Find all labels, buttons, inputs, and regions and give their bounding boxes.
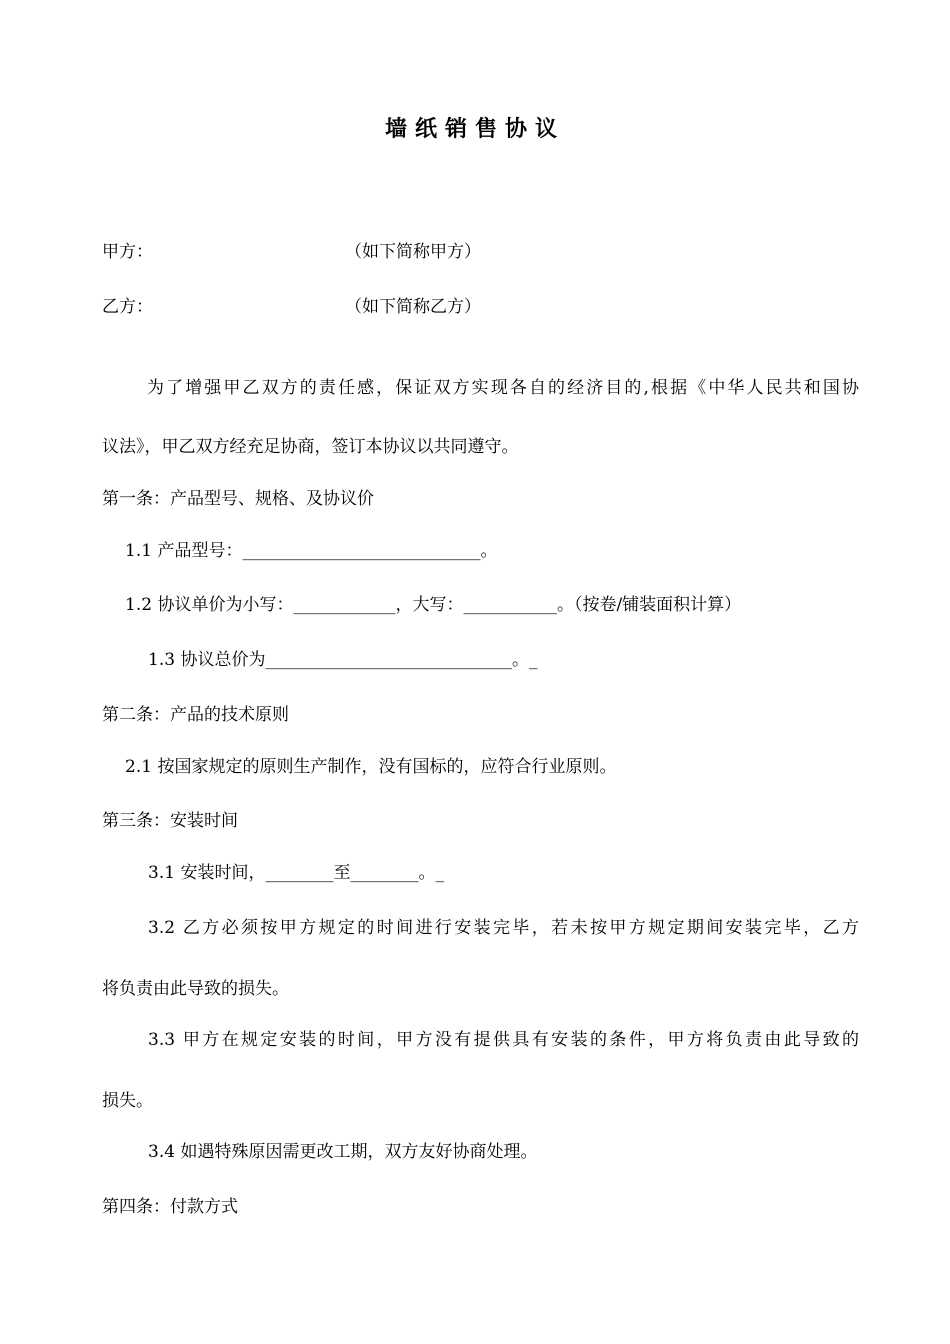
item-1-2-end: 。（按卷/铺装面积计算） xyxy=(556,595,742,615)
article-4-heading: 第四条：付款方式 xyxy=(102,1197,238,1217)
item-3-4: 3.4 如遇特殊原因需更改工期，双方友好协商处理。 xyxy=(148,1142,538,1162)
item-2-1: 2.1 按国家规定的原则生产制作，没有国标的，应符合行业原则。 xyxy=(125,757,617,777)
document-title: 墙纸销售协议 xyxy=(384,117,565,142)
party-a-label: 甲方： xyxy=(102,242,153,262)
item-1-2-mid: ，大写： xyxy=(395,595,464,615)
article-2-heading: 第二条：产品的技术原则 xyxy=(102,705,289,725)
article-1-heading: 第一条：产品型号、规格、及协议价 xyxy=(102,489,374,509)
preamble-line-2: 议法》，甲乙双方经充足协商，签订本协议以共同遵守。 xyxy=(102,437,519,457)
party-b-note: （如下简称乙方） xyxy=(345,297,481,317)
item-3-3-line-1: 3.3 甲方在规定安装的时间，甲方没有提供具有安装的条件，甲方将负责由此导致的 xyxy=(148,1030,859,1050)
install-end-blank: ________。_ xyxy=(350,863,444,883)
item-1-3-label: 1.3 协议总价为 xyxy=(148,650,266,670)
preamble-line-1: 为了增强甲乙双方的责任感，保证双方实现各自的经济目的,根据《中华人民共和国协 xyxy=(147,378,859,398)
item-3-1-mid: 至 xyxy=(333,863,351,883)
party-a-note: （如下简称甲方） xyxy=(345,242,481,262)
item-1-1 xyxy=(125,541,497,561)
unit-price-lower-blank: ____________ xyxy=(293,595,396,615)
party-b-label: 乙方： xyxy=(102,297,153,317)
item-3-2-line-2: 将负责由此导致的损失。 xyxy=(102,979,289,999)
item-3-2-line-1: 3.2 乙方必须按甲方规定的时间进行安装完毕，若未按甲方规定期间安装完毕，乙方 xyxy=(148,918,859,938)
product-model-blank: ____________________________ xyxy=(242,541,481,561)
unit-price-upper-blank: ___________ xyxy=(463,595,557,615)
total-price-blank: _____________________________。_ xyxy=(265,650,538,670)
item-1-3 xyxy=(148,650,537,670)
article-3-heading: 第三条：安装时间 xyxy=(102,811,238,831)
item-3-1-label: 3.1 安装时间， xyxy=(148,863,266,883)
item-1-1-label: 1.1 产品型号： xyxy=(125,541,243,561)
item-1-1-end: 。 xyxy=(480,541,498,561)
item-3-3-line-2: 损失。 xyxy=(102,1091,153,1111)
item-3-1 xyxy=(148,863,444,883)
install-start-blank: ________ xyxy=(265,863,334,883)
item-1-2-label: 1.2 协议单价为小写： xyxy=(125,595,294,615)
item-1-2 xyxy=(125,595,741,615)
